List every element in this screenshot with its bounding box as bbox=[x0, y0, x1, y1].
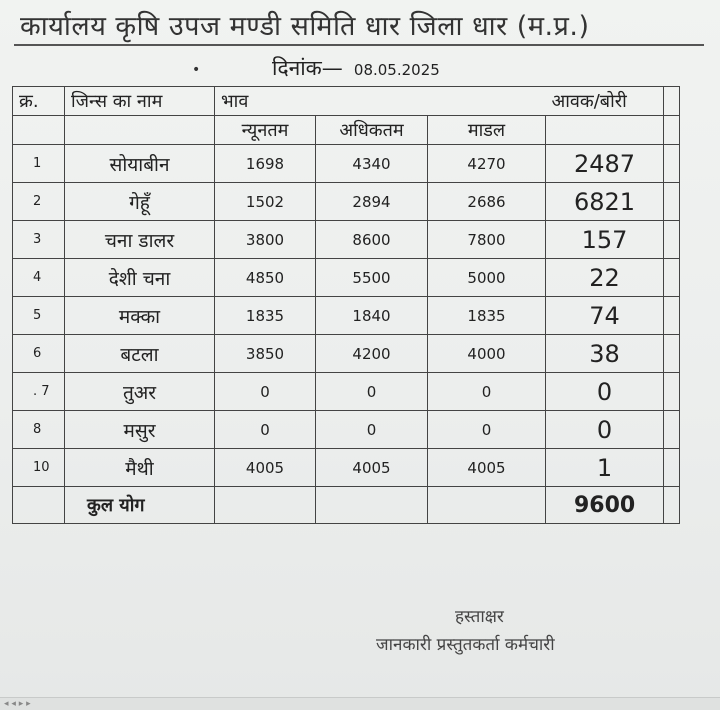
row-empty-cell bbox=[664, 373, 680, 411]
stray-mark: • bbox=[192, 62, 201, 78]
row-modal: 0 bbox=[428, 373, 546, 411]
row-empty-cell bbox=[664, 145, 680, 183]
col-modal-header: माडल bbox=[428, 116, 546, 145]
table-row bbox=[13, 335, 680, 373]
total-row bbox=[13, 487, 680, 524]
empty-subheader-cell bbox=[664, 116, 680, 145]
row-empty-cell bbox=[664, 449, 680, 487]
row-sr: . 7 bbox=[13, 373, 65, 411]
row-max: 0 bbox=[316, 411, 428, 449]
row-max: 4200 bbox=[316, 335, 428, 373]
col-max-header: अधिकतम bbox=[316, 116, 428, 145]
header-row-1 bbox=[13, 87, 680, 116]
row-sr: 2 bbox=[13, 183, 65, 221]
table-row bbox=[13, 411, 680, 449]
row-sr: 6 bbox=[13, 335, 65, 373]
row-crop: मसुर bbox=[65, 411, 215, 449]
total-label: कुल योग bbox=[65, 487, 215, 524]
row-min: 4850 bbox=[215, 259, 316, 297]
date-value: 08.05.2025 bbox=[353, 61, 440, 79]
row-crop: तुअर bbox=[65, 373, 215, 411]
row-empty-cell bbox=[664, 411, 680, 449]
total-empty-cell bbox=[316, 487, 428, 524]
row-crop: चना डालर bbox=[65, 221, 215, 259]
col-sr-header: क्र. bbox=[13, 87, 65, 116]
col-min-header: न्यूनतम bbox=[215, 116, 316, 145]
row-empty-cell bbox=[664, 259, 680, 297]
table-row bbox=[13, 183, 680, 221]
row-min: 0 bbox=[215, 373, 316, 411]
total-empty-cell bbox=[428, 487, 546, 524]
row-min: 3800 bbox=[215, 221, 316, 259]
row-crop: सोयाबीन bbox=[65, 145, 215, 183]
row-modal: 0 bbox=[428, 411, 546, 449]
title-underline bbox=[14, 44, 704, 46]
col-arrival-header: आवक/बोरी bbox=[546, 87, 664, 116]
row-max: 4340 bbox=[316, 145, 428, 183]
row-empty-cell bbox=[664, 335, 680, 373]
row-empty-cell bbox=[664, 297, 680, 335]
signature-label: हस्ताक्षर bbox=[455, 607, 504, 627]
table-row bbox=[13, 449, 680, 487]
col-crop-header: जिन्स का नाम bbox=[65, 87, 215, 116]
row-modal: 4005 bbox=[428, 449, 546, 487]
row-crop: मक्का bbox=[65, 297, 215, 335]
empty-subheader-cell bbox=[546, 116, 664, 145]
row-arrival: 22 bbox=[546, 259, 664, 297]
row-empty-cell bbox=[664, 183, 680, 221]
row-empty-cell bbox=[664, 221, 680, 259]
row-max: 0 bbox=[316, 373, 428, 411]
row-arrival: 6821 bbox=[546, 183, 664, 221]
row-max: 4005 bbox=[316, 449, 428, 487]
table-row bbox=[13, 259, 680, 297]
row-sr: 1 bbox=[13, 145, 65, 183]
row-modal: 1835 bbox=[428, 297, 546, 335]
row-arrival: 157 bbox=[546, 221, 664, 259]
date-row bbox=[272, 54, 440, 84]
row-modal: 5000 bbox=[428, 259, 546, 297]
row-crop: देशी चना bbox=[65, 259, 215, 297]
row-max: 5500 bbox=[316, 259, 428, 297]
row-modal: 2686 bbox=[428, 183, 546, 221]
row-sr: 4 bbox=[13, 259, 65, 297]
row-sr: 3 bbox=[13, 221, 65, 259]
col-price-header: भाव bbox=[215, 87, 546, 116]
row-arrival: 2487 bbox=[546, 145, 664, 183]
total-empty-cell bbox=[664, 487, 680, 524]
row-min: 1698 bbox=[215, 145, 316, 183]
row-min: 1502 bbox=[215, 183, 316, 221]
row-min: 0 bbox=[215, 411, 316, 449]
row-modal: 4270 bbox=[428, 145, 546, 183]
row-arrival: 0 bbox=[546, 373, 664, 411]
row-max: 8600 bbox=[316, 221, 428, 259]
total-empty-cell bbox=[215, 487, 316, 524]
row-min: 4005 bbox=[215, 449, 316, 487]
row-crop: गेहूँ bbox=[65, 183, 215, 221]
row-max: 1840 bbox=[316, 297, 428, 335]
row-min: 3850 bbox=[215, 335, 316, 373]
row-crop: मैथी bbox=[65, 449, 215, 487]
date-label: दिनांक— bbox=[272, 56, 343, 80]
row-min: 1835 bbox=[215, 297, 316, 335]
office-title: कार्यालय कृषि उपज मण्डी समिति धार जिला धार (म.प्र.) bbox=[20, 11, 590, 42]
row-sr: 8 bbox=[13, 411, 65, 449]
row-arrival: 38 bbox=[546, 335, 664, 373]
empty-subheader-cell bbox=[65, 116, 215, 145]
empty-header-cell bbox=[664, 87, 680, 116]
table-row bbox=[13, 373, 680, 411]
total-value: 9600 bbox=[546, 487, 664, 524]
row-modal: 7800 bbox=[428, 221, 546, 259]
row-sr: 10 bbox=[13, 449, 65, 487]
table-row bbox=[13, 221, 680, 259]
row-arrival: 0 bbox=[546, 411, 664, 449]
table-row bbox=[13, 145, 680, 183]
mandi-price-table bbox=[12, 86, 680, 524]
row-sr: 5 bbox=[13, 297, 65, 335]
sheet-nav-bar[interactable]: ◂ ◂ ▸ ▸ bbox=[0, 697, 720, 710]
total-empty-cell bbox=[13, 487, 65, 524]
row-arrival: 74 bbox=[546, 297, 664, 335]
header-row-2 bbox=[13, 116, 680, 145]
row-arrival: 1 bbox=[546, 449, 664, 487]
row-modal: 4000 bbox=[428, 335, 546, 373]
signature-designation: जानकारी प्रस्तुतकर्ता कर्मचारी bbox=[376, 635, 555, 655]
row-max: 2894 bbox=[316, 183, 428, 221]
table-row bbox=[13, 297, 680, 335]
empty-subheader-cell bbox=[13, 116, 65, 145]
row-crop: बटला bbox=[65, 335, 215, 373]
